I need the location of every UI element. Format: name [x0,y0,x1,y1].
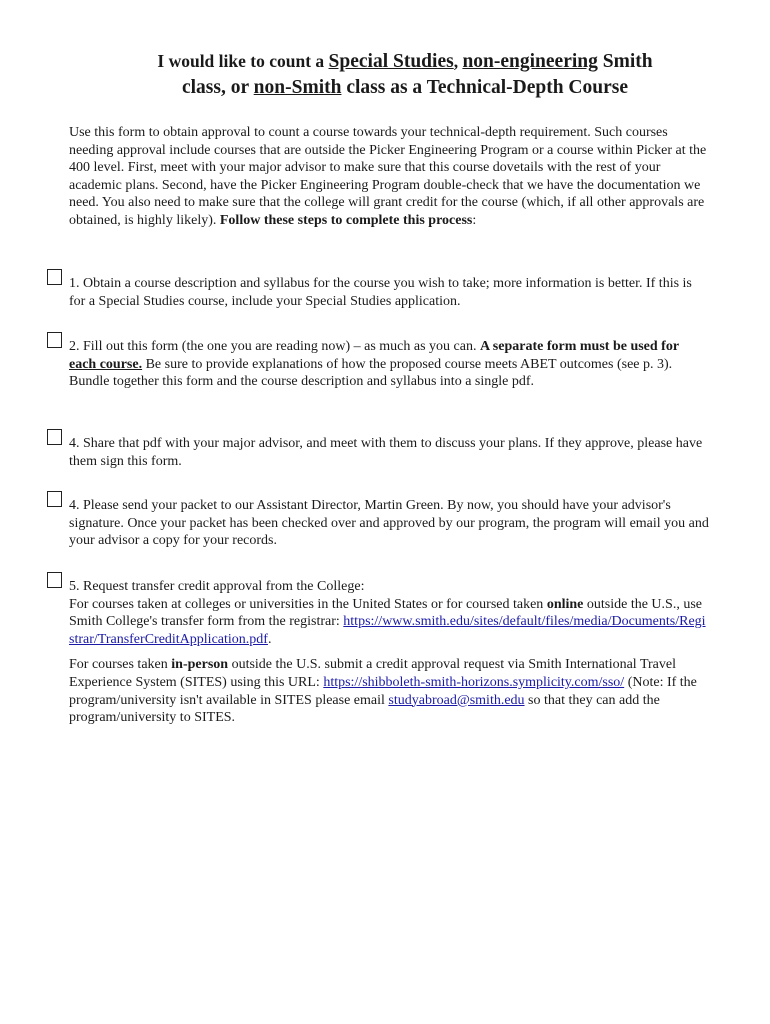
step-1-checkbox[interactable] [47,269,62,285]
step-5-online: online [546,596,584,612]
sites-link[interactable]: https://shibboleth-smith-horizons.symplicity.com/sso/ [323,674,625,690]
step-5-abroad-paragraph [69,656,709,726]
step-2-checkbox[interactable] [47,332,62,348]
title-non-smith: non-Smith [253,77,342,98]
title-text: I would like to count a [157,51,329,71]
step-5-text-c: For courses taken [69,657,172,673]
step-5-in-person: in-person [171,657,229,673]
studyabroad-email-link[interactable]: studyabroad@smith.edu [388,692,525,708]
step-1-text: 1. Obtain a course description and syllabus for the course you wish to take; more information is better. If this is for a Special Studies course, include your Special Studies application. [69,276,692,309]
step-5-text-d: outside the U.S. submit a credit approval request via Smith International Travel Experience System (SITES) using this URL: [69,657,676,690]
step-5-us-paragraph [69,596,709,649]
transfer-form-link[interactable]: https://www.smith.edu/sites/default/files/media/Documents/Registrar/TransferCreditApplication.pdf [69,614,706,647]
step-5-text-a: For courses taken at colleges or universities in the United States or for coursed taken [69,596,547,612]
step-2 [69,338,709,391]
step-4-text: 4. Please send your packet to our Assistant Director, Martin Green. By now, you should have your advisor's signature. Once your packet has been checked over and approved by our program, the program will email you and your advisor a copy for your records. [69,498,709,549]
title-line2-start: class, or [181,77,254,98]
step-2-text-a: 2. Fill out this form (the one you are reading now) – as much as you can. [69,339,480,354]
step-4-checkbox[interactable] [47,491,62,507]
step-2-bold-underline: each course. [69,356,143,372]
title-smith: Smith [597,51,653,72]
step-4 [69,497,709,550]
title-line2-end: class as a Technical-Depth Course [341,77,629,98]
title-special-studies: Special Studies [328,51,454,72]
step-3 [69,435,709,470]
step-3-checkbox[interactable] [47,429,62,445]
step-5-text-e: (Note: If the program/university isn't available in SITES please email [69,674,697,708]
intro-colon: : [472,212,477,228]
step-5-text-f: so that they can add the program/university to SITES. [69,692,660,726]
step-5-text-b: outside the U.S., use Smith College's transfer form from the registrar: [69,596,702,630]
step-5 [69,578,709,727]
step-3-text: 4. Share that pdf with your major advisor, and meet with them to discuss your plans. If they approve, please have them sign this form. [69,436,703,469]
step-2-text-b: Be sure to provide explanations of how the proposed course meets ABET outcomes (see p. 3). Bundle together this form and the course description and syllabus into a single pdf. [69,356,673,390]
title-line-1 [80,48,730,75]
title-comma: , [453,51,463,71]
step-2-bold: A separate form must be used for [479,339,679,354]
intro-text: Use this form to obtain approval to count a course towards your technical-depth requirement. Such courses needing approval include courses that are outside the Picker Engineering Program or a course within Picker at the 400 level. First, meet with your major advisor to make sure that this course dovetails with the rest of your academic plans. Second, have the Picker Engineering Program double-check that we have the documentation we need. You also need to make sure that the college will grant credit for the course (which, if all other approvals are obtained, is highly likely). [69,125,707,228]
step-1 [69,275,709,310]
title-line-2 [80,75,730,101]
step-5-checkbox[interactable] [47,572,62,588]
step-5-dot: . [267,631,272,647]
intro-bold: Follow these steps to complete this process [219,212,473,228]
step-5-heading: 5. Request transfer credit approval from the College: [69,579,365,594]
document-title [80,48,730,101]
title-non-engineering: non-engineering [462,51,598,72]
intro-paragraph [69,124,709,230]
